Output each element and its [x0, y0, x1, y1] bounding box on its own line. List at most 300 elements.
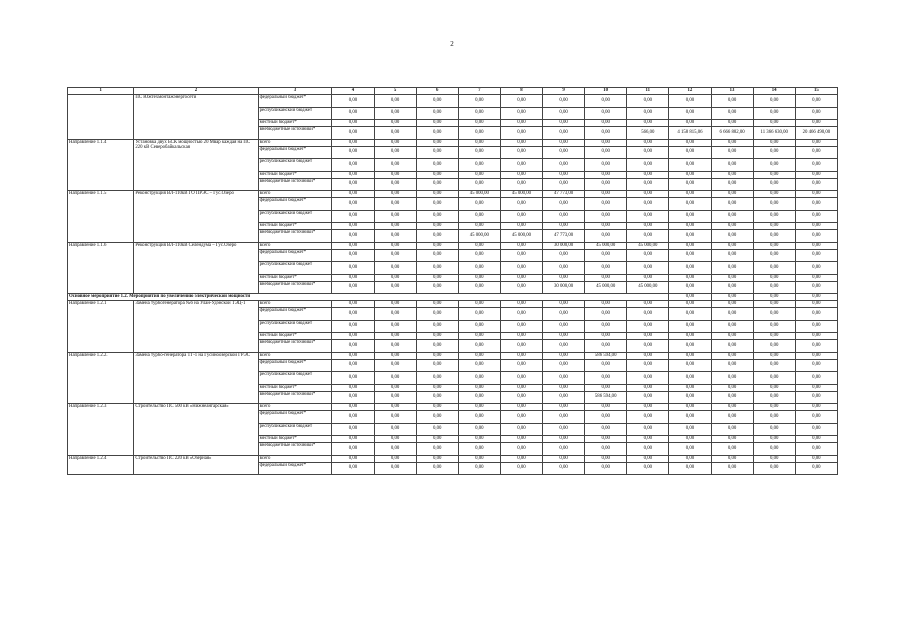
cell-value: 0,00 — [711, 107, 753, 120]
cell-value: 0,00 — [753, 281, 795, 294]
cell-value: 0,00 — [753, 178, 795, 191]
cell-value: 0,00 — [711, 455, 753, 462]
cell-value: 0,00 — [500, 249, 542, 262]
cell-value: 0,00 — [669, 308, 711, 321]
cell-value: 0,00 — [711, 249, 753, 262]
cell-value: 0,00 — [500, 404, 542, 411]
cell-value: 0,00 — [416, 139, 458, 146]
section-row — [68, 294, 838, 301]
cell-value: 0,00 — [711, 139, 753, 146]
cell-value: 0,00 — [500, 333, 542, 340]
cell-value: 0,00 — [374, 198, 416, 211]
cell-value: 0,00 — [711, 230, 753, 243]
cell-value: 586 594,00 — [585, 352, 627, 359]
cell-value: 0,00 — [458, 455, 500, 462]
cell-value: 0,00 — [585, 455, 627, 462]
cell-value: 0,00 — [332, 281, 374, 294]
cell-value: 0,00 — [795, 352, 837, 359]
cell-value: 0,00 — [627, 139, 669, 146]
cell-value: 0,00 — [585, 95, 627, 108]
cell-value: 0,00 — [374, 127, 416, 140]
cell-value: 0,00 — [332, 462, 374, 475]
cell-value: 0,00 — [374, 120, 416, 127]
cell-value: 0,00 — [669, 242, 711, 249]
header-row — [68, 88, 838, 95]
cell-value: 0,00 — [627, 372, 669, 385]
cell-value: 0,00 — [585, 404, 627, 411]
cell-value: 0,00 — [543, 443, 585, 456]
cell-value: 0,00 — [669, 443, 711, 456]
funding-source: всего — [258, 352, 332, 359]
cell-value: 0,00 — [753, 139, 795, 146]
cell-value: 45 000,00 — [585, 281, 627, 294]
cell-value: 0,00 — [669, 262, 711, 275]
funding-source: местный бюджет* — [258, 274, 332, 281]
cell-value: 0,00 — [795, 139, 837, 146]
cell-value: 0,00 — [669, 340, 711, 353]
cell-value: 0,00 — [416, 404, 458, 411]
cell-value: 0,00 — [585, 333, 627, 340]
cell-value: 0,00 — [543, 423, 585, 436]
cell-value: 0,00 — [711, 210, 753, 223]
cell-value: 0,00 — [416, 352, 458, 359]
cell-value: 0,00 — [585, 178, 627, 191]
cell-value: 0,00 — [543, 391, 585, 404]
cell-value: 45 000,00 — [500, 230, 542, 243]
cell-value: 0,00 — [669, 171, 711, 178]
cell-value: 0,00 — [711, 462, 753, 475]
cell-value: 0,00 — [585, 107, 627, 120]
cell-value: 0,00 — [627, 462, 669, 475]
cell-value: 0,00 — [416, 95, 458, 108]
cell-value: 0,00 — [500, 443, 542, 456]
cell-value: 0,00 — [669, 198, 711, 211]
cell-value: 0,00 — [795, 146, 837, 159]
direction-code: Направление 1.2.3 — [68, 404, 134, 456]
direction-description: Строительство ПС 500 кВ «Нижнеангарская» — [134, 404, 258, 456]
funding-source: всего — [258, 191, 332, 198]
cell-value: 0,00 — [753, 372, 795, 385]
funding-source: внебюджетные источники* — [258, 127, 332, 140]
cell-value: 0,00 — [669, 210, 711, 223]
table-row — [68, 352, 838, 359]
funding-source: федеральный бюджет* — [258, 462, 332, 475]
cell-value: 0,00 — [500, 455, 542, 462]
cell-value: 0,00 — [416, 120, 458, 127]
cell-value: 0,00 — [458, 320, 500, 333]
cell-value: 0,00 — [669, 301, 711, 308]
direction-description: Реконструкция ВЛ-110кВ Селендума – Гус.Озеро — [134, 242, 258, 294]
cell-value: 30 000,00 — [543, 242, 585, 249]
cell-value: 45 000,00 — [627, 281, 669, 294]
funding-source: местный бюджет* — [258, 120, 332, 127]
cell-value: 0,00 — [627, 95, 669, 108]
direction-code: Направление 1.2.2. — [68, 352, 134, 404]
cell-value: 0,00 — [585, 198, 627, 211]
cell-value: 0,00 — [669, 384, 711, 391]
cell-value: 0,00 — [458, 340, 500, 353]
column-header-7: 7 — [458, 88, 500, 95]
cell-value: 0,00 — [543, 411, 585, 424]
cell-value: 0,00 — [795, 443, 837, 456]
cell-value: 0,00 — [711, 146, 753, 159]
cell-value: 0,00 — [627, 107, 669, 120]
cell-value: 0,00 — [458, 198, 500, 211]
cell-value: 0,00 — [416, 391, 458, 404]
cell-value: 0,00 — [795, 281, 837, 294]
direction-description: ПС Южтехмонтажэнергосети — [134, 95, 258, 140]
cell-value: 0,00 — [416, 230, 458, 243]
cell-value: 0,00 — [374, 242, 416, 249]
cell-value: 0,00 — [374, 146, 416, 159]
cell-value: 0,00 — [585, 462, 627, 475]
cell-value: 0,00 — [753, 146, 795, 159]
cell-value: 0,00 — [711, 404, 753, 411]
table-row — [68, 301, 838, 308]
cell-value: 0,00 — [711, 340, 753, 353]
cell-value: 0,00 — [669, 281, 711, 294]
cell-value: 0,00 — [500, 178, 542, 191]
cell-value: 0,00 — [711, 384, 753, 391]
cell-value: 0,00 — [753, 262, 795, 275]
cell-value: 0,00 — [374, 359, 416, 372]
cell-value: 0,00 — [458, 391, 500, 404]
cell-value: 0,00 — [627, 249, 669, 262]
cell-value: 0,00 — [753, 198, 795, 211]
cell-value: 0,00 — [500, 274, 542, 281]
funding-source: местный бюджет* — [258, 384, 332, 391]
cell-value: 0,00 — [585, 301, 627, 308]
cell-value: 0,00 — [627, 171, 669, 178]
cell-value: 0,00 — [627, 333, 669, 340]
cell-value: 0,00 — [753, 320, 795, 333]
cell-value: 0,00 — [500, 391, 542, 404]
cell-value: 0,00 — [500, 262, 542, 275]
cell-value: 0,00 — [458, 411, 500, 424]
cell-value: 0,00 — [753, 95, 795, 108]
cell-value: 0,00 — [416, 146, 458, 159]
cell-value: 0,00 — [753, 443, 795, 456]
cell-value: 0,00 — [627, 159, 669, 172]
funding-source: республиканский бюджет — [258, 262, 332, 275]
cell-value: 0,00 — [416, 242, 458, 249]
funding-source: внебюджетные источники* — [258, 230, 332, 243]
cell-value: 0,00 — [585, 210, 627, 223]
cell-value: 30 000,00 — [543, 281, 585, 294]
cell-value: 0,00 — [669, 359, 711, 372]
cell-value: 0,00 — [627, 262, 669, 275]
cell-value: 0,00 — [332, 359, 374, 372]
cell-value: 0,00 — [711, 242, 753, 249]
table-body — [68, 88, 838, 475]
direction-description: Замена турбо-генератора ТГ-1 на Гусиноозерской ГРЭС — [134, 352, 258, 404]
cell-value: 0,00 — [585, 372, 627, 385]
cell-value: 0,00 — [374, 249, 416, 262]
cell-value: 0,00 — [585, 146, 627, 159]
cell-value: 0,00 — [669, 372, 711, 385]
cell-value: 0,00 — [500, 127, 542, 140]
cell-value: 0,00 — [458, 274, 500, 281]
cell-value: 0,00 — [669, 391, 711, 404]
funding-source: внебюджетные источники* — [258, 391, 332, 404]
cell-value: 0,00 — [711, 333, 753, 340]
cell-value: 0,00 — [753, 274, 795, 281]
cell-value: 0,00 — [795, 404, 837, 411]
cell-value: 0,00 — [458, 127, 500, 140]
cell-value: 0,00 — [543, 301, 585, 308]
column-header-15: 15 — [795, 88, 837, 95]
cell-value: 0,00 — [669, 333, 711, 340]
cell-value: 0,00 — [753, 301, 795, 308]
cell-value: 0,00 — [543, 120, 585, 127]
cell-value: 0,00 — [543, 333, 585, 340]
cell-value: 0,00 — [458, 223, 500, 230]
cell-value: 0,00 — [711, 372, 753, 385]
column-header-10: 10 — [585, 88, 627, 95]
funding-source: федеральный бюджет* — [258, 146, 332, 159]
cell-value: 0,00 — [416, 281, 458, 294]
cell-value: 0,00 — [753, 249, 795, 262]
cell-value: 0,00 — [416, 159, 458, 172]
cell-value: 0,00 — [795, 333, 837, 340]
funding-source: республиканский бюджет — [258, 320, 332, 333]
cell-value: 0,00 — [416, 455, 458, 462]
cell-value: 0,00 — [627, 198, 669, 211]
cell-value: 0,00 — [374, 411, 416, 424]
budget-table — [67, 87, 838, 475]
cell-value: 0,00 — [543, 95, 585, 108]
cell-value: 0,00 — [458, 139, 500, 146]
cell-value: 0,00 — [500, 223, 542, 230]
cell-value: 0,00 — [332, 340, 374, 353]
cell-value: 0,00 — [711, 436, 753, 443]
cell-value: 0,00 — [627, 391, 669, 404]
cell-value: 0,00 — [711, 274, 753, 281]
cell-value: 0,00 — [416, 359, 458, 372]
cell-value: 0,00 — [374, 159, 416, 172]
cell-value: 0,00 — [500, 301, 542, 308]
cell-value: 0,00 — [543, 171, 585, 178]
cell-value: 0,00 — [416, 274, 458, 281]
cell-value: 0,00 — [753, 159, 795, 172]
cell-value: 0,00 — [753, 411, 795, 424]
cell-value: 0,00 — [374, 352, 416, 359]
cell-value: 0,00 — [627, 340, 669, 353]
cell-value: 0,00 — [374, 404, 416, 411]
cell-value: 0,00 — [374, 320, 416, 333]
cell-value: 0,00 — [627, 146, 669, 159]
cell-value: 0,00 — [669, 107, 711, 120]
cell-value: 0,00 — [543, 127, 585, 140]
cell-value: 0,00 — [669, 320, 711, 333]
cell-value: 0,00 — [585, 359, 627, 372]
cell-value: 0,00 — [795, 308, 837, 321]
cell-value: 0,00 — [416, 384, 458, 391]
cell-value: 0,00 — [585, 223, 627, 230]
cell-value: 0,00 — [795, 159, 837, 172]
funding-source: местный бюджет* — [258, 436, 332, 443]
cell-value: 0,00 — [795, 210, 837, 223]
cell-value: 45 000,00 — [458, 230, 500, 243]
cell-value: 0,00 — [543, 107, 585, 120]
cell-value: 0,00 — [374, 191, 416, 198]
cell-value: 0,00 — [795, 455, 837, 462]
cell-value: 0,00 — [711, 320, 753, 333]
cell-value: 0,00 — [795, 223, 837, 230]
cell-value: 0,00 — [627, 455, 669, 462]
direction-description: Установка двух БСК мощностью 20 Мвар каждая на ПС 220 кВ Северобайкальская — [134, 139, 258, 191]
cell-value: 45 000,00 — [585, 242, 627, 249]
cell-value: 0,00 — [669, 455, 711, 462]
direction-code: Направление 1.2.4 — [68, 455, 134, 475]
cell-value: 20 466 490,00 — [795, 127, 837, 140]
column-header-2: 2 — [134, 88, 258, 95]
cell-value: 0,00 — [458, 95, 500, 108]
direction-description: Реконструкция ВЛ-110кВ ГО ПРЭС – Гус.Озеро — [134, 191, 258, 243]
cell-value: 0,00 — [669, 462, 711, 475]
cell-value: 0,00 — [585, 274, 627, 281]
cell-value: 0,00 — [669, 230, 711, 243]
cell-value: 0,00 — [795, 95, 837, 108]
cell-value: 0,00 — [332, 146, 374, 159]
cell-value: 0,00 — [543, 210, 585, 223]
section-title: Основное мероприятие 1.2. Мероприятия по увеличению электрической мощности — [68, 294, 669, 301]
cell-value: 0,00 — [543, 274, 585, 281]
table-row — [68, 191, 838, 198]
cell-value: 0,00 — [500, 171, 542, 178]
cell-value: 0,00 — [543, 462, 585, 475]
cell-value: 0,00 — [585, 249, 627, 262]
cell-value: 0,00 — [627, 120, 669, 127]
cell-value: 0,00 — [500, 95, 542, 108]
cell-value: 0,00 — [458, 107, 500, 120]
cell-value: 0,00 — [627, 308, 669, 321]
cell-value: 0,00 — [795, 391, 837, 404]
cell-value: 0,00 — [416, 191, 458, 198]
cell-value: 0,00 — [416, 171, 458, 178]
cell-value: 0,00 — [711, 359, 753, 372]
cell-value: 0,00 — [458, 146, 500, 159]
cell-value: 0,00 — [627, 274, 669, 281]
cell-value: 0,00 — [669, 404, 711, 411]
cell-value: 0,00 — [753, 333, 795, 340]
cell-value: 0,00 — [627, 436, 669, 443]
cell-value: 0,00 — [585, 139, 627, 146]
cell-value: 0,00 — [332, 95, 374, 108]
cell-value: 0,00 — [711, 159, 753, 172]
cell-value: 0,00 — [585, 443, 627, 456]
cell-value: 0,00 — [795, 274, 837, 281]
funding-source: всего — [258, 242, 332, 249]
cell-value: 0,00 — [669, 274, 711, 281]
cell-value: 45 000,00 — [627, 242, 669, 249]
cell-value: 0,00 — [374, 443, 416, 456]
funding-source: местный бюджет* — [258, 333, 332, 340]
cell-value: 0,00 — [500, 210, 542, 223]
cell-value: 0,00 — [543, 159, 585, 172]
cell-value: 0,00 — [669, 191, 711, 198]
cell-value: 0,00 — [374, 262, 416, 275]
cell-value: 0,00 — [458, 372, 500, 385]
cell-value: 0,00 — [500, 242, 542, 249]
funding-source: федеральный бюджет* — [258, 249, 332, 262]
funding-source: федеральный бюджет* — [258, 411, 332, 424]
funding-source: внебюджетные источники* — [258, 340, 332, 353]
direction-code: Направление 1.1.6 — [68, 242, 134, 294]
cell-value: 0,00 — [500, 352, 542, 359]
cell-value: 47 773,00 — [543, 230, 585, 243]
cell-value: 0,00 — [332, 423, 374, 436]
cell-value: 0,00 — [627, 404, 669, 411]
cell-value: 0,00 — [669, 120, 711, 127]
cell-value: 0,00 — [416, 262, 458, 275]
cell-value: 0,00 — [753, 294, 795, 301]
cell-value: 0,00 — [416, 127, 458, 140]
cell-value: 0,00 — [669, 294, 711, 301]
cell-value: 0,00 — [458, 171, 500, 178]
cell-value: 0,00 — [332, 139, 374, 146]
cell-value: 4 158 815,06 — [669, 127, 711, 140]
cell-value: 0,00 — [500, 146, 542, 159]
cell-value: 586 594,00 — [585, 391, 627, 404]
column-header-1: 1 — [68, 88, 134, 95]
cell-value: 0,00 — [332, 223, 374, 230]
cell-value: 0,00 — [374, 95, 416, 108]
cell-value: 0,00 — [458, 359, 500, 372]
cell-value: 0,00 — [332, 159, 374, 172]
cell-value: 0,00 — [458, 333, 500, 340]
cell-value: 0,00 — [795, 120, 837, 127]
cell-value: 0,00 — [458, 120, 500, 127]
cell-value: 0,00 — [374, 340, 416, 353]
cell-value: 0,00 — [795, 242, 837, 249]
cell-value: 0,00 — [500, 436, 542, 443]
table-row — [68, 95, 838, 108]
cell-value: 0,00 — [711, 120, 753, 127]
cell-value: 0,00 — [332, 120, 374, 127]
cell-value: 0,00 — [500, 384, 542, 391]
funding-source: всего — [258, 404, 332, 411]
cell-value: 0,00 — [627, 423, 669, 436]
funding-source: внебюджетные источники* — [258, 443, 332, 456]
cell-value: 0,00 — [795, 384, 837, 391]
cell-value: 0,00 — [500, 139, 542, 146]
cell-value: 0,00 — [585, 436, 627, 443]
cell-value: 0,00 — [416, 178, 458, 191]
cell-value: 0,00 — [416, 320, 458, 333]
cell-value: 0,00 — [500, 423, 542, 436]
cell-value: 0,00 — [543, 198, 585, 211]
cell-value: 0,00 — [753, 230, 795, 243]
funding-source: федеральный бюджет* — [258, 308, 332, 321]
cell-value: 0,00 — [711, 171, 753, 178]
cell-value: 0,00 — [458, 443, 500, 456]
cell-value: 0,00 — [543, 372, 585, 385]
direction-description: Строительство ПС 220 кВ «Озерная» — [134, 455, 258, 475]
cell-value: 0,00 — [711, 391, 753, 404]
cell-value: 0,00 — [669, 423, 711, 436]
cell-value: 0,00 — [795, 340, 837, 353]
cell-value: 45 000,00 — [500, 191, 542, 198]
cell-value: 0,00 — [458, 242, 500, 249]
cell-value: 0,00 — [543, 178, 585, 191]
cell-value: 0,00 — [332, 443, 374, 456]
cell-value: 0,00 — [416, 423, 458, 436]
cell-value: 0,00 — [795, 262, 837, 275]
cell-value: 0,00 — [332, 107, 374, 120]
cell-value: 0,00 — [332, 404, 374, 411]
page-number: 2 — [450, 40, 454, 48]
